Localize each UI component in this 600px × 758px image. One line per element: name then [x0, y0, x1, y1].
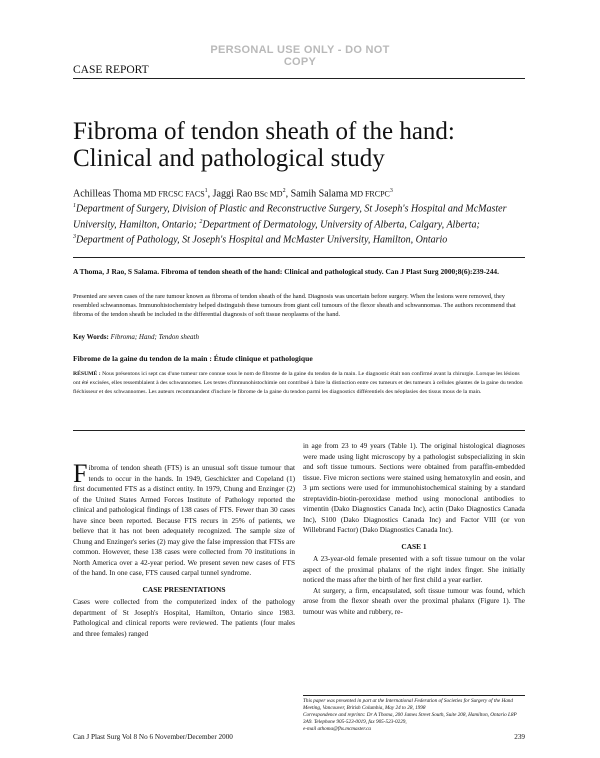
author-1-name: Achilleas Thoma	[73, 188, 142, 200]
footnote-line-3: e-mail athoma@fhs.mcmaster.ca	[303, 726, 372, 732]
abstract-top-rule	[73, 257, 525, 258]
journal-footer: Can J Plast Surg Vol 8 No 6 November/December 2000	[73, 733, 233, 741]
intro-paragraph	[73, 459, 295, 579]
french-title: Fibrome de la gaine du tendon de la main : Étude clinique et pathologique	[73, 354, 313, 363]
case-1-paragraph-1: A 23-year-old female presented with a soft tissue tumour on the volar aspect of the proximal phalanx of the right index finger. She initially noticed the mass after the birth of her first child a year earlier.	[303, 555, 525, 584]
french-abstract	[73, 370, 525, 398]
author-1-degrees: MD FRCSC FACS	[141, 189, 205, 199]
header-rule	[73, 78, 525, 79]
author-2-sup: 2	[282, 188, 286, 194]
footnote-line-2: Correspondence and reprints: Dr A Thoma, 200 James Street South, Suite 208, Hamilton, Ontario L8P 3A9. Telephone 905-523-0019, fax 905-523-0229,	[303, 712, 517, 725]
title-line-1: Fibroma of tendon sheath of the hand:	[73, 118, 455, 145]
affiliation-2: Department of Dermatology, University of Alberta, Calgary, Alberta;	[202, 218, 480, 230]
copy-watermark-banner: PERSONAL USE ONLY - DO NOT COPY	[210, 44, 390, 68]
affiliation-2-sup: 2	[199, 218, 203, 225]
intro-text: ibroma of tendon sheath (FTS) is an unusual soft tissue tumour that tends to occur in the hands. In 1949, Geschickter and Copeland (1) first documented FTS as a distinct entity. In 1979, Chung and Enzinger (2) of the United States Armed Forces Institute of Pathology reported the clinical and pathological findings of 138 cases of FTS. Fewer than 30 cases have since been reported. Because FTS recurs in 25% of patients, we believe that it has not been adequately recognized. The sample size of Chung and Enzinger's series (2) may give the false impression that FTSs are common. However, these 138 cases were collected from 70 institutions in North America over a 42-year period. We present seven new cases of FTS of the hand. In one case, FTS caused carpal tunnel syndrome.	[73, 464, 295, 577]
affiliation-3-sup: 3	[73, 233, 76, 240]
affiliation-1: Department of Surgery, Division of Plastic and Reconstructive Surgery, St Joseph's Hospital and McMaster University, Hamilton, Ontario;	[73, 203, 507, 230]
author-2-name: , Jaggi Rao	[207, 188, 253, 200]
article-title	[73, 118, 525, 172]
author-3-degrees: MD FRCPC	[348, 189, 390, 199]
affiliation-3: Department of Pathology, St Joseph's Hospital and McMaster University, Hamilton, Ontario	[76, 234, 448, 246]
french-abstract-label: RÉSUMÉ :	[73, 371, 101, 377]
citation: A Thoma, J Rao, S Salama. Fibroma of tendon sheath of the hand: Clinical and pathological study. Can J Plast Surg 2000;8(6):239-244.	[73, 267, 499, 276]
author-3-name: , Samih Salama	[285, 188, 349, 200]
footnote	[303, 698, 525, 733]
title-line-2: Clinical and pathological study	[73, 145, 385, 172]
keywords-value: Fibroma; Hand; Tendon sheath	[108, 333, 199, 341]
affiliation-1-sup: 1	[73, 203, 76, 210]
heading-case-1: CASE 1	[401, 541, 427, 551]
french-abstract-text: Nous présentons ici sept cas d'une tumeur rare connue sous le nom de fibrome de la gaine du tendon de la main. Le diagnostic était non confirmé avant la chirurgie. Lorsque les lésions ont été excisées, elles ressemblaient à des schwannomes. Les textes d'immunohistochimie ont contribué à faire la distinction entre ces tumeurs et des tumeurs à cellules géantes de la gaine du tendon fléchisseur et des schwannomes. Les auteurs recommandent d'inclure le fibrome de la gaine du tendon parmi les diagnostics différentiels des néoplasies des tissus mous de la main.	[73, 371, 523, 396]
drop-cap: F	[73, 459, 88, 488]
abstract-bottom-rule	[73, 430, 525, 431]
footnote-rule	[303, 695, 525, 696]
footnote-line-1: This paper was presented in part at the International Federation of Societies for Surgery of the Hand Meeting, Vancouver, British Columbia, May 24 to 28, 1998	[303, 698, 513, 711]
body-column-left	[73, 459, 295, 639]
keywords-label: Key Words:	[73, 333, 109, 341]
author-2-degrees: BSc MD	[252, 189, 283, 199]
keywords	[73, 333, 525, 341]
author-block	[73, 185, 525, 246]
english-abstract: Presented are seven cases of the rare tumour known as fibroma of tendon sheath of the hand. Diagnosis was uncertain before surgery. When the lesions were removed, they resembled schwannomas. Immunohistochemistry helped distinguish these tumours from giant cell tumours of the flexor sheath and schwannomas. The authors recommend that fibroma of the tendon sheath be included in the differential diagnosis of soft tissue neoplasms of the hand.	[73, 293, 516, 318]
section-label: CASE REPORT	[73, 64, 149, 76]
methods-paragraph: in age from 23 to 49 years (Table 1). The original histological diagnoses were made using light microscopy by a pathologist subspecializing in skin and soft tissue tumours. Sections were obtained from paraffin-embedded tissue. Five micron sections were stained using hematoxylin and eosin, and 3 µm sections were used for immunohistochemical staining by a standard streptavidin-biotin-peroxidase method using monoclonal antibodies to vimentin (Dako Diagnostics Canada Inc), actin (Dako Diagnostics Canada Inc), S100 (Dako Diagnostics Canada Inc) and Factor VIII (or von Willebrand Factor) (Dako Diagnostics Canada Inc).	[303, 442, 525, 534]
author-1-sup: 1	[204, 188, 208, 194]
case-presentations-paragraph: Cases were collected from the computerized index of the pathology department of St Joseph's Hospital, Hamilton, Ontario since 1983. Pathological and clinical reports were reviewed. The patients (four males and three females) ranged	[73, 598, 295, 638]
body-column-right	[303, 441, 525, 617]
author-list	[73, 185, 525, 200]
page-number: 239	[514, 733, 525, 741]
heading-case-presentations: CASE PRESENTATIONS	[142, 584, 226, 594]
author-3-sup: 3	[389, 188, 393, 194]
case-1-paragraph-2: At surgery, a firm, encapsulated, soft tissue tumour was found, which arose from the flexor sheath over the proximal phalanx (Figure 1). The tumour was white and rubbery, re-	[303, 586, 525, 616]
affiliations	[73, 200, 525, 246]
